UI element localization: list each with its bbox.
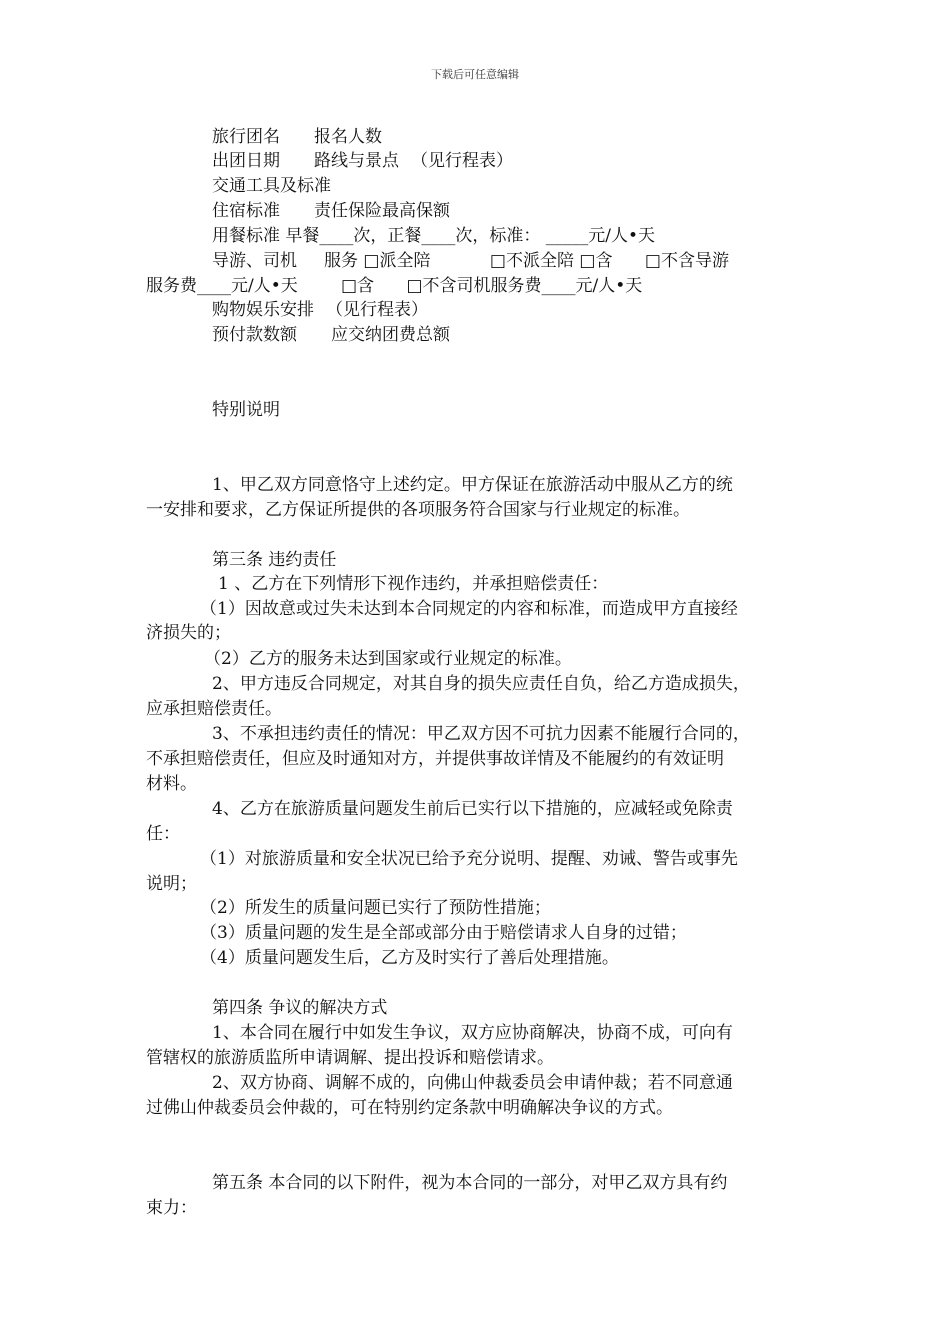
total-fee-label: 应交纳团费总额 [331,325,450,345]
transport-label: 交通工具及标准 [212,176,331,196]
info-row-team [212,126,872,148]
info-row-date [212,150,872,172]
art3-item4-1-line2: 说明； [146,874,197,894]
art3-item4-4: （4）质量问题发生后，乙方及时实行了善后处理措施。 [200,948,619,968]
shopping-note: （见行程表） [326,300,428,320]
art3-item4-2: （2）所发生的质量问题已实行了预防性措施； [200,898,551,918]
prepay-label: 预付款数额 [212,325,297,345]
art3-item1: 1 、乙方在下列情形下视作违约，并承担赔偿责任： [218,574,609,594]
art3-item4-3: （3）质量问题的发生是全部或部分由于赔偿请求人自身的过错； [200,923,687,943]
meal-standard: 用餐标准 早餐____次，正餐____次，标准： _____元/人•天 [212,226,656,246]
info-row-lodging [212,200,872,222]
special-notes-title: 特别说明 [212,400,280,420]
art3-item3-line3: 材料。 [146,774,197,794]
art3-item1-2: （2）乙方的服务未达到国家或行业规定的标准。 [204,649,572,669]
art4-item1-line1: 1、本合同在履行中如发生争议，双方应协商解决，协商不成，可向有 [212,1023,733,1043]
art3-item4-1-line1: （1）对旅游质量和安全状况已给予充分说明、提醒、劝诫、警告或事先 [200,849,738,869]
page-header: 下载后可任意编辑 [431,68,519,81]
art4-item2-line2: 过佛山仲裁委员会仲裁的，可在特别约定条款中明确解决争议的方式。 [146,1098,673,1118]
headcount-label: 报名人数 [314,127,382,147]
art3-item4-line2: 任： [146,824,180,844]
route-label: 路线与景点 [314,151,399,171]
insurance-label: 责任保险最高保额 [314,201,450,221]
art3-item4-line1: 4、乙方在旅游质量问题发生前后已实行以下措施的，应减轻或免除责 [212,799,733,819]
art3-item1-1-line1: （1）因故意或过失未达到本合同规定的内容和标准，而造成甲方直接经 [200,599,738,619]
art3-item3-line2: 不承担赔偿责任，但应及时通知对方，并提供事故详情及不能履约的有效证明 [146,749,724,769]
shopping-label: 购物娱乐安排 [212,300,314,320]
route-note: （见行程表） [411,151,513,171]
special-p1-line1: 1、甲乙双方同意恪守上述约定。甲方保证在旅游活动中服从乙方的统 [212,475,733,495]
art4-item2-line1: 2、双方协商、调解不成的，向佛山仲裁委员会申请仲裁；若不同意通 [212,1073,733,1093]
guide-service-line1: 导游、司机 服务 □派全陪 □不派全陪 □含 □不含导游 [212,251,729,271]
team-name-label: 旅行团名 [212,127,280,147]
art3-item2-line1: 2、甲方违反合同规定，对其自身的损失应责任自负，给乙方造成损失， [212,674,750,694]
special-p1-line2: 一安排和要求，乙方保证所提供的各项服务符合国家与行业规定的标准。 [146,500,690,520]
info-row-payment [212,324,872,346]
art4-item1-line2: 管辖权的旅游质监所申请调解、提出投诉和赔偿请求。 [146,1048,554,1068]
info-row-shopping [212,299,872,321]
art3-item2-line2: 应承担赔偿责任。 [146,699,282,719]
article-3-title: 第三条 违约责任 [212,550,337,570]
art3-item3-line1: 3、不承担违约责任的情况：甲乙双方因不可抗力因素不能履行合同的， [212,724,750,744]
article-5-line1: 第五条 本合同的以下附件，视为本合同的一部分，对甲乙双方具有约 [212,1173,728,1193]
article-5-line2: 束力： [146,1198,197,1218]
guide-service-line2: 服务费____元/人•天 □含 □不含司机服务费____元/人•天 [146,276,643,296]
lodging-label: 住宿标准 [212,201,280,221]
depart-date-label: 出团日期 [212,151,280,171]
article-4-title: 第四条 争议的解决方式 [212,998,388,1018]
art3-item1-1-line2: 济损失的； [146,623,231,643]
